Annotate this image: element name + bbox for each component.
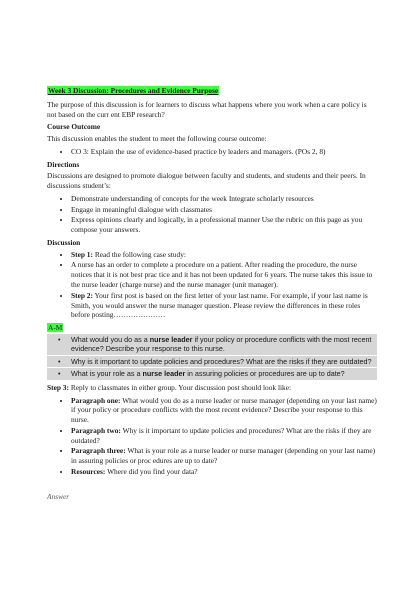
- q1-post: if your policy or procedure conflicts with the most recent evidence? Describe your response to this nurse.: [71, 334, 372, 354]
- course-outcome-heading: Course Outcome: [47, 122, 101, 132]
- step3-line: [47, 383, 377, 393]
- am-questions-list: [47, 334, 377, 380]
- answer-label: Answer: [47, 492, 70, 501]
- q3-pre: What is your role as a: [71, 369, 143, 379]
- step3-item-2: [71, 426, 377, 446]
- step1-text: Read the following case study:: [92, 249, 186, 259]
- case-study-item: • A nurse has an order to complete a procedure on a patient. After reading the procedure, the nurse notices that it is not best prac tice and it has not been updated for 6 years. The nurse takes this issue to the nurse leader (charge nurse) and the nurse manager (unit manager).: [71, 260, 377, 289]
- discussion-list: [47, 250, 377, 320]
- item-label: Paragraph two:: [71, 425, 121, 435]
- item-label: Paragraph three:: [71, 446, 126, 456]
- step1-item: [71, 250, 377, 260]
- q3-bold: nurse leader: [142, 369, 186, 379]
- step2-item: [71, 291, 377, 320]
- step3-item-1: [71, 396, 377, 425]
- list-item: • Express opinions clearly and logically, in a professional manner Use the rubric on this page as you compose your answers.: [71, 215, 377, 235]
- step2-text: Your first post is based on the first letter of your last name. For example, if your last name is Smith, you would answer the nurse manager question. Please review the differences in these roles before posting…………………: [71, 290, 368, 320]
- intro-paragraph: The purpose of this discussion is for learners to discuss what happens where you work when a care policy is not based on the curr ent EBP research?: [47, 99, 367, 119]
- q1-pre: What would you do as a: [71, 334, 150, 344]
- am-question-3: [47, 368, 377, 380]
- step3-item-3: [71, 446, 377, 466]
- am-label: A-M: [48, 323, 63, 333]
- item-label: Resources:: [71, 466, 106, 476]
- am-question-1: [47, 334, 377, 355]
- discussion-heading: Discussion: [47, 237, 81, 247]
- directions-list: [47, 194, 377, 235]
- list-item: • Demonstrate understanding of concepts for the week Integrate scholarly resources: [71, 194, 377, 204]
- item-text: Where did you find your data?: [105, 466, 198, 476]
- directions-text: Discussions are designed to promote dialogue between faculty and students, and students and their peers. In discussions student’s:: [47, 171, 366, 191]
- step2-label: Step 2:: [71, 290, 93, 300]
- step3-list: [47, 396, 377, 477]
- q3-post: in assuring policies or procedures are up to date?: [185, 369, 345, 379]
- doc-title-line: [47, 86, 377, 96]
- document-body: [47, 86, 377, 480]
- course-outcome-text: This discussion enables the student to meet the following course outcome:: [47, 134, 267, 144]
- item-text: What would you do as a nurse leader or nurse manager (depending on your last name) if your policy or procedure conflicts with the most recent evidence? Describe your response to this nurse.: [71, 395, 377, 425]
- am-question-2: • Why is it important to update policies and procedures? What are the risks if they are outdated?: [47, 356, 377, 368]
- step1-label: Step 1:: [71, 249, 93, 259]
- list-item: • Engage in meaningful dialogue with classmates: [71, 205, 377, 215]
- step3-label: Step 3:: [47, 382, 69, 392]
- list-item: • CO 3: Explain the use of evidence-based practice by leaders and managers. (POs 2, 8): [71, 147, 377, 157]
- step3-text: Reply to classmates in either group. Your discussion post should look like:: [68, 382, 292, 392]
- item-label: Paragraph one:: [71, 395, 121, 405]
- item-text: Why is it important to update policies and procedures? What are the risks if they are outdated?: [71, 425, 372, 445]
- q1-bold: nurse leader: [149, 334, 193, 344]
- item-text: What is your role as a nurse leader or nurse manager (depending on your last name) in assuring policies or proc edures are up to date?: [71, 446, 376, 466]
- am-label-line: [47, 323, 377, 333]
- doc-title: Week 3 Discussion: Procedures and Evidence Purpose: [48, 86, 219, 95]
- course-outcome-list: [47, 147, 377, 157]
- step3-item-4: [71, 467, 377, 477]
- directions-heading: Directions: [47, 159, 80, 169]
